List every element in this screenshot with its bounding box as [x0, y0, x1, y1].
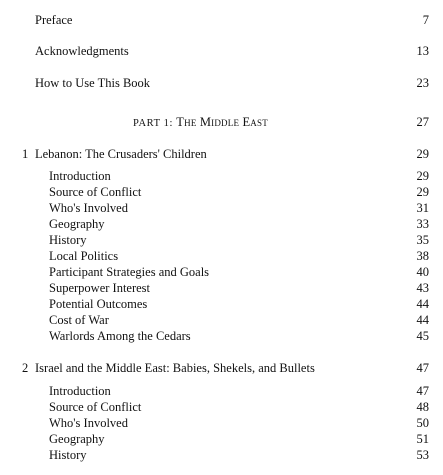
toc-entry-acknowledgments[interactable]	[0, 43, 443, 59]
toc-section[interactable]	[0, 328, 443, 344]
toc-section[interactable]	[0, 399, 443, 415]
toc-section[interactable]	[0, 383, 443, 399]
toc-chapter-1[interactable]	[0, 146, 443, 162]
toc-entry-page: 23	[416, 76, 429, 90]
toc-entry-page: 47	[416, 361, 429, 375]
section-title: History	[49, 448, 87, 462]
toc-entry-page: 31	[416, 201, 429, 215]
section-title: Who's Involved	[49, 201, 128, 215]
toc-section[interactable]	[0, 248, 443, 264]
toc-section[interactable]	[0, 296, 443, 312]
toc-entry-page: 33	[416, 217, 429, 231]
section-title: Source of Conflict	[49, 400, 142, 414]
toc-entry-page: 51	[416, 432, 429, 446]
toc-entry-page: 35	[416, 233, 429, 247]
toc-section[interactable]	[0, 184, 443, 200]
section-title: Source of Conflict	[49, 185, 142, 199]
toc-entry-page: 29	[416, 169, 429, 183]
toc-section[interactable]	[0, 168, 443, 184]
section-title: Cost of War	[49, 313, 109, 327]
part-name: The Middle East	[176, 115, 268, 129]
toc-entry-title: Preface	[35, 13, 73, 27]
toc-entry-page: 29	[416, 185, 429, 199]
toc-entry-preface[interactable]	[0, 12, 443, 28]
part-prefix: PART 1:	[133, 118, 177, 129]
toc-entry-title: How to Use This Book	[35, 76, 151, 90]
section-title: Geography	[49, 432, 105, 446]
toc-entry-title: Acknowledgments	[35, 44, 129, 58]
toc-section[interactable]	[0, 312, 443, 328]
section-title: History	[49, 233, 87, 247]
section-title: Introduction	[49, 384, 111, 398]
toc-section[interactable]	[0, 264, 443, 280]
toc-entry-page: 40	[416, 265, 429, 279]
toc-entry-page: 13	[416, 44, 429, 58]
toc-entry-page: 47	[416, 384, 429, 398]
toc-section[interactable]	[0, 431, 443, 447]
toc-entry-page: 53	[416, 448, 429, 462]
toc-entry-page: 29	[416, 147, 429, 161]
toc-entry-page: 43	[416, 281, 429, 295]
chapter-number: 1	[22, 147, 29, 161]
toc-section[interactable]	[0, 200, 443, 216]
section-title: Who's Involved	[49, 416, 128, 430]
chapter-number: 2	[22, 361, 29, 375]
section-title: Local Politics	[49, 249, 119, 263]
section-title: Superpower Interest	[49, 281, 151, 295]
toc-entry-page: 45	[416, 329, 429, 343]
toc-entry-page: 7	[422, 13, 429, 27]
toc-part-heading[interactable]	[0, 114, 443, 130]
toc-entry-page: 38	[416, 249, 429, 263]
toc-chapter-2[interactable]	[0, 360, 443, 376]
section-title: Geography	[49, 217, 105, 231]
toc-section[interactable]	[0, 280, 443, 296]
toc-entry-page: 44	[416, 313, 429, 327]
toc-section[interactable]	[0, 447, 443, 463]
toc-section[interactable]	[0, 415, 443, 431]
section-title: Potential Outcomes	[49, 297, 148, 311]
toc-entry-page: 50	[416, 416, 429, 430]
chapter-title: Israel and the Middle East: Babies, Shekels, and Bullets	[35, 361, 315, 375]
toc-section[interactable]	[0, 232, 443, 248]
toc-entry-how-to-use[interactable]	[0, 75, 443, 91]
toc-entry-page: 27	[416, 115, 429, 129]
section-title: Introduction	[49, 169, 111, 183]
part-title	[133, 114, 268, 132]
chapter-title: Lebanon: The Crusaders' Children	[35, 147, 207, 161]
toc-entry-page: 48	[416, 400, 429, 414]
toc-entry-page: 44	[416, 297, 429, 311]
section-title: Warlords Among the Cedars	[49, 329, 191, 343]
section-title: Participant Strategies and Goals	[49, 265, 210, 279]
toc-section[interactable]	[0, 216, 443, 232]
